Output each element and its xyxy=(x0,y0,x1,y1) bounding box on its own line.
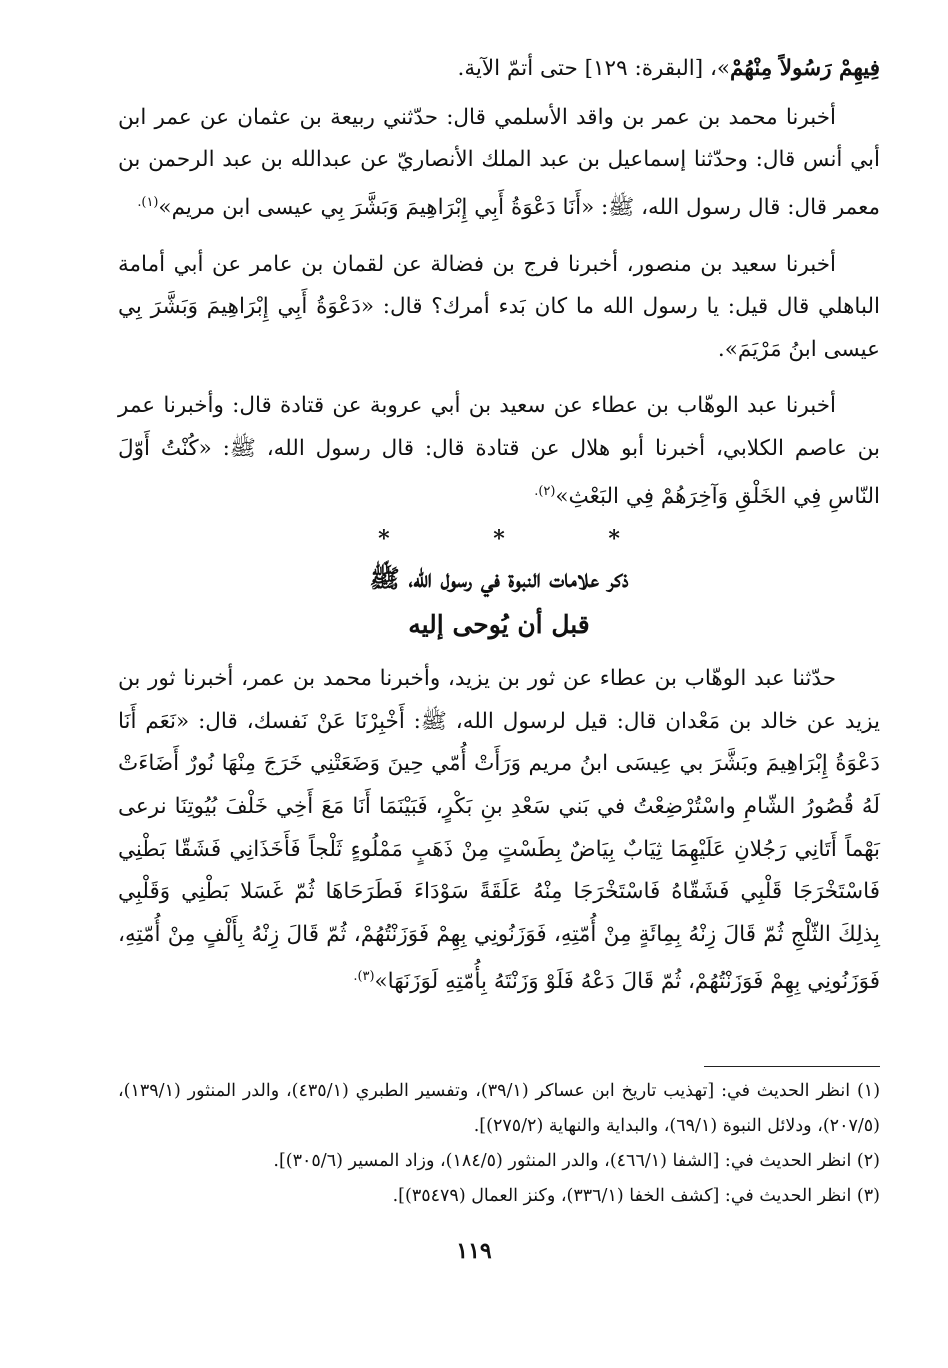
paragraph-4 xyxy=(118,658,880,1004)
top-line-rest: »، [البقرة: ١٢٩] حتى أتمّ الآية. xyxy=(457,56,731,81)
paragraph-3-text: أخبرنا عبد الوهّاب بن عطاء عن سعيد بن أبي عروبة عن قتادة قال: وأخبرنا عمر بن عاصم الكلابي، أخبرنا أبو هلال عن قتادة قال: قال رسول الله، ﷺ: «كُنْتُ أَوّلَ النّاسِ فِي الخَلْقِ وَآخِرَهُمْ فِي البَعْثِ» xyxy=(118,393,880,509)
footnote-1: (١) انظر الحديث في: [تهذيب تاريخ ابن عساكر (٣٩/١)، وتفسير الطبري (٤٣٥/١)، والدر المنثور (١٣٩/١)، (٢٠٧/٥)، ودلائل النبوة (٦٩/١)، والبداية والنهاية (٢٧٥/٢)]. xyxy=(118,1081,881,1136)
footnote-3: (٣) انظر الحديث في: [كشف الخفا (٣٣٦/١)، وكنز العمال (٣٥٤٧٩)]. xyxy=(392,1186,880,1206)
page-number: ١١٩ xyxy=(456,1238,492,1264)
section-heading-line-1: ذكر علامات النبوة في رسول الله، ﷺ xyxy=(369,564,629,594)
footnote-ref-1[interactable]: (١). xyxy=(137,194,159,210)
footnote-ref-2[interactable]: (٢). xyxy=(534,483,556,499)
paragraph-2 xyxy=(118,244,880,372)
section-heading-line-2: قبل أن يُوحى إليه xyxy=(408,610,590,640)
footnote-ref-3[interactable]: (٣). xyxy=(353,969,375,985)
section-separator: * * * xyxy=(378,526,668,553)
footnotes xyxy=(118,1074,880,1214)
paragraph-4-text: حدّثنا عبد الوهّاب بن عطاء عن ثور بن يزيد، وأخبرنا محمد بن عمر، أخبرنا ثور بن يزيد عن خالد بن مَعْدان قال: قيل لرسول الله، ﷺ: أَخْبِرْنَا عَنْ نَفسك، قال: «نَعَم أَنَا دَعْوَةُ إِبْرَاهِيمَ وبَشَّرَ بي عِيسَى ابنُ مريم وَرَأَتْ أُمّي حِينَ وَضَعَتْنِي خَرَجَ مِنْهَا نُورٌ أَضَاءَتْ لَهُ قُصُورُ الشّامِ واسْتُرْضِعْتُ في بَني سَعْدِ بنِ بَكْرٍ، فَبَيْنَمَا أَنَا مَعَ أَخِي خَلْفَ بُيُوتِنَا نرعى بَهْماً أَتَانِي رَجُلانِ عَلَيْهِمَا ثِيَابٌ بِيَاضٌ بِطَسْتٍ مِنْ ذَهَبٍ مَمْلُوءٍ ثَلْجاً فَأَخَذَانِي فَشَقّا بَطْنِي فَاسْتَخْرَجَا قَلْبِي فَشَقّاهُ فَاسْتَخْرَجَا مِنْهُ عَلَقَةً سَوْدَاءَ فَطَرَحَاهَا ثُمّ غَسَلا بَطْنِي وَقَلْبِي بِذلِكَ الثّلْجِ ثُمّ قَالَ زِنْهُ بِمِائَةٍ مِنْ أُمّتِهِ، فَوَزَنُونِي بِهِمْ فَوَزَنْتُهُمْ، ثُمّ قَالَ زِنْهُ بِأَلْفٍ مِنْ أُمّتِهِ، فَوَزَنُونِي بِهِمْ فَوَزَنْتُهُمْ، ثُمّ قَالَ دَعْهُ فَلَوْ وَزَنْتَهُ بِأُمّتِهِ لَوَزَنَهَا» xyxy=(118,666,880,995)
paragraph-3 xyxy=(118,385,880,518)
paragraph-1 xyxy=(118,97,880,230)
footnote-divider xyxy=(704,1066,880,1067)
top-line xyxy=(118,48,880,91)
page-content xyxy=(118,48,880,1004)
quran-quote: فِيهِمْ رَسُولاً مِنْهُمْ xyxy=(730,56,880,81)
paragraph-1-text: أخبرنا محمد بن عمر بن واقد الأسلمي قال: حدّثني ربيعة بن عثمان عن عمر ابن أبي أنس قال: وحدّثنا إسماعيل بن عبد الملك الأنصاريّ عن عبدالله بن عبد الرحمن بن معمر قال: قال رسول الله، ﷺ: «أَنَا دَعْوَةُ أَبِي إِبْرَاهِيمَ وَبَشَّرَ بِي عيسى ابن مريم» xyxy=(118,104,880,220)
paragraph-2-text: أخبرنا سعيد بن منصور، أخبرنا فرج بن فضالة عن لقمان بن عامر عن أبي أمامة الباهلي قال قيل: يا رسول الله ما كان بَدء أمرك؟ قال: «دَعْوَةُ أَبِي إِبْرَاهِيمَ وَبَشَّرَ بِي عيسى ابنُ مَرْيَمَ». xyxy=(118,251,880,362)
footnote-2: (٢) انظر الحديث في: [الشفا (٤٦٦/١)، والدر المنثور (١٨٤/٥)، وزاد المسير (٣٠٥/٦)]. xyxy=(273,1151,880,1171)
